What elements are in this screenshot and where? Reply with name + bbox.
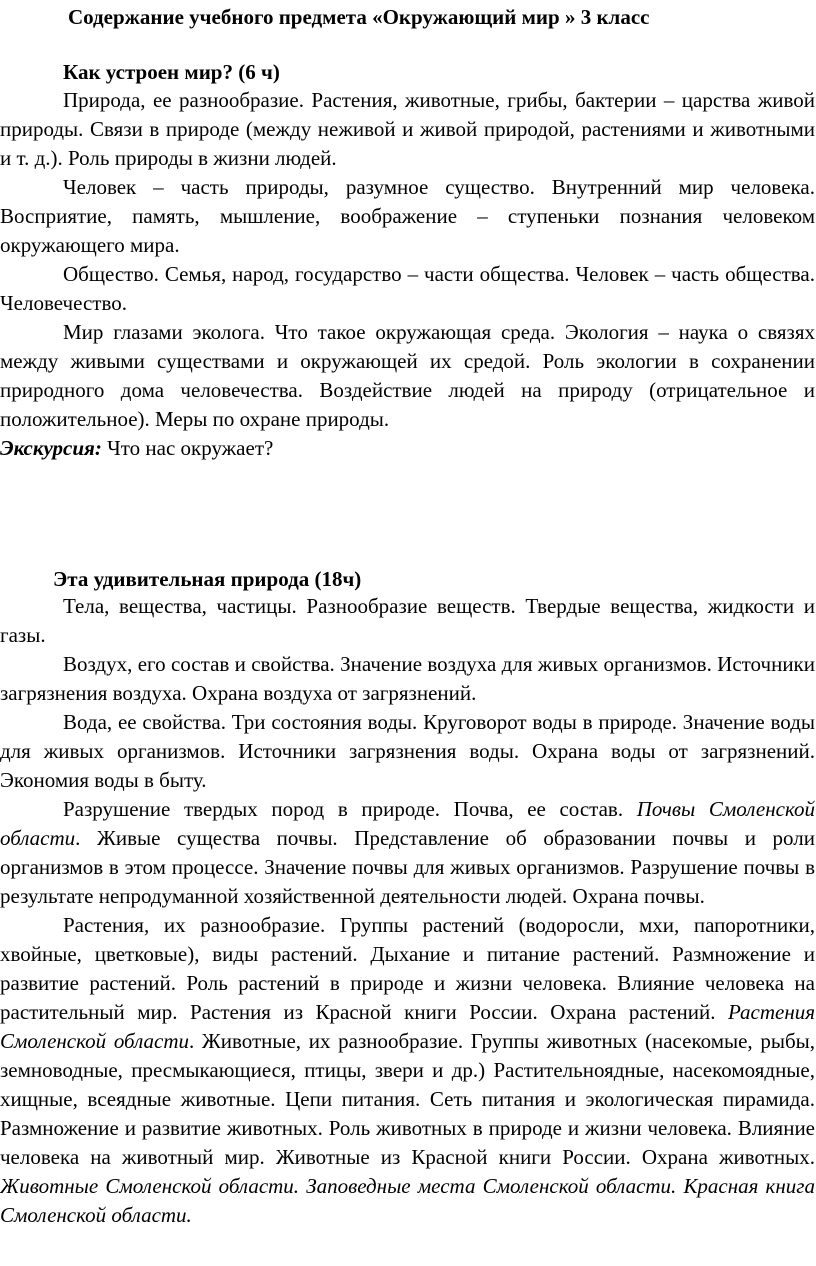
paragraph: Вода, ее свойства. Три состояния воды. Круговорот воды в природе. Значение воды для живых организмов. Источники загрязнения воды. Охрана воды от загрязнений. Экономия воды в быту.	[0, 710, 815, 792]
section-body-amazing-nature	[0, 592, 815, 1230]
paragraph: Воздух, его состав и свойства. Значение воздуха для живых организмов. Источники загрязнения воздуха. Охрана воздуха от загрязнений.	[0, 652, 815, 705]
section-heading-amazing-nature: Эта удивительная природа (18ч)	[53, 567, 362, 591]
paragraph: Природа, ее разнообразие. Растения, животные, грибы, бактерии – царства живой природы. Связи в природе (между неживой и живой природой, растениями и животными и т. д.). Роль природы в жизни людей.	[0, 88, 815, 170]
text-run: Растения, их разнообразие. Группы растений (водоросли, мхи, папоротники, хвойные, цветковые), виды растений. Дыхание и питание растений. Размножение и развитие растений. Роль растений в природе и жизни человека. Влияние человека на растительный мир. Растения из Красной книги России. Охрана растений.	[0, 913, 815, 1024]
excursion-text: Что нас окружает?	[101, 436, 274, 460]
excursion-line	[0, 434, 815, 463]
section-body-how-world-works	[0, 86, 815, 463]
paragraph-soil	[0, 795, 815, 911]
italic-run: Растения Смоленской области	[0, 1000, 815, 1053]
paragraph-plants-animals	[0, 911, 815, 1230]
italic-run: Животные Смоленской области. Заповедные места Смоленской области. Красная книга Смоленской области.	[0, 1174, 815, 1227]
text-run: Разрушение твердых пород в природе. Почва, ее состав.	[63, 797, 637, 821]
paragraph: Человек – часть природы, разумное существо. Внутренний мир человека. Восприятие, память, мышление, воображение – ступеньки познания человеком окружающего мира.	[0, 175, 815, 257]
text-run: . Живые существа почвы. Представление об образовании почвы и роли организмов в этом процессе. Значение почвы для живых организмов. Разрушение почвы в результате непродуманной хозяйственной деятельности людей. Охрана почвы.	[0, 826, 815, 908]
paragraph: Тела, вещества, частицы. Разнообразие веществ. Твердые вещества, жидкости и газы.	[0, 594, 815, 647]
paragraph: Общество. Семья, народ, государство – части общества. Человек – часть общества. Человечество.	[0, 262, 815, 315]
paragraph: Мир глазами эколога. Что такое окружающая среда. Экология – наука о связях между живыми существами и окружающей их средой. Роль экологии в сохранении природного дома человечества. Воздействие людей на природу (отрицательное и положительное). Меры по охране природы.	[0, 320, 815, 431]
section-heading-how-world-works: Как устроен мир? (6 ч)	[63, 60, 280, 84]
italic-run: Почвы Смоленской области	[0, 797, 815, 850]
document-title: Содержание учебного предмета «Окружающий мир » 3 класс	[68, 5, 650, 29]
text-run: . Животные, их разнообразие. Группы животных (насекомые, рыбы, земноводные, пресмыкающиеся, птицы, звери и др.) Растительноядные, насекомоядные, хищные, всеядные животные. Цепи питания. Сеть питания и экологическая пирамида. Размножение и развитие животных. Роль животных в природе и жизни человека. Влияние человека на животный мир. Животные из Красной книги России. Охрана животных.	[0, 1029, 815, 1169]
excursion-label: Экскурсия:	[0, 436, 102, 460]
